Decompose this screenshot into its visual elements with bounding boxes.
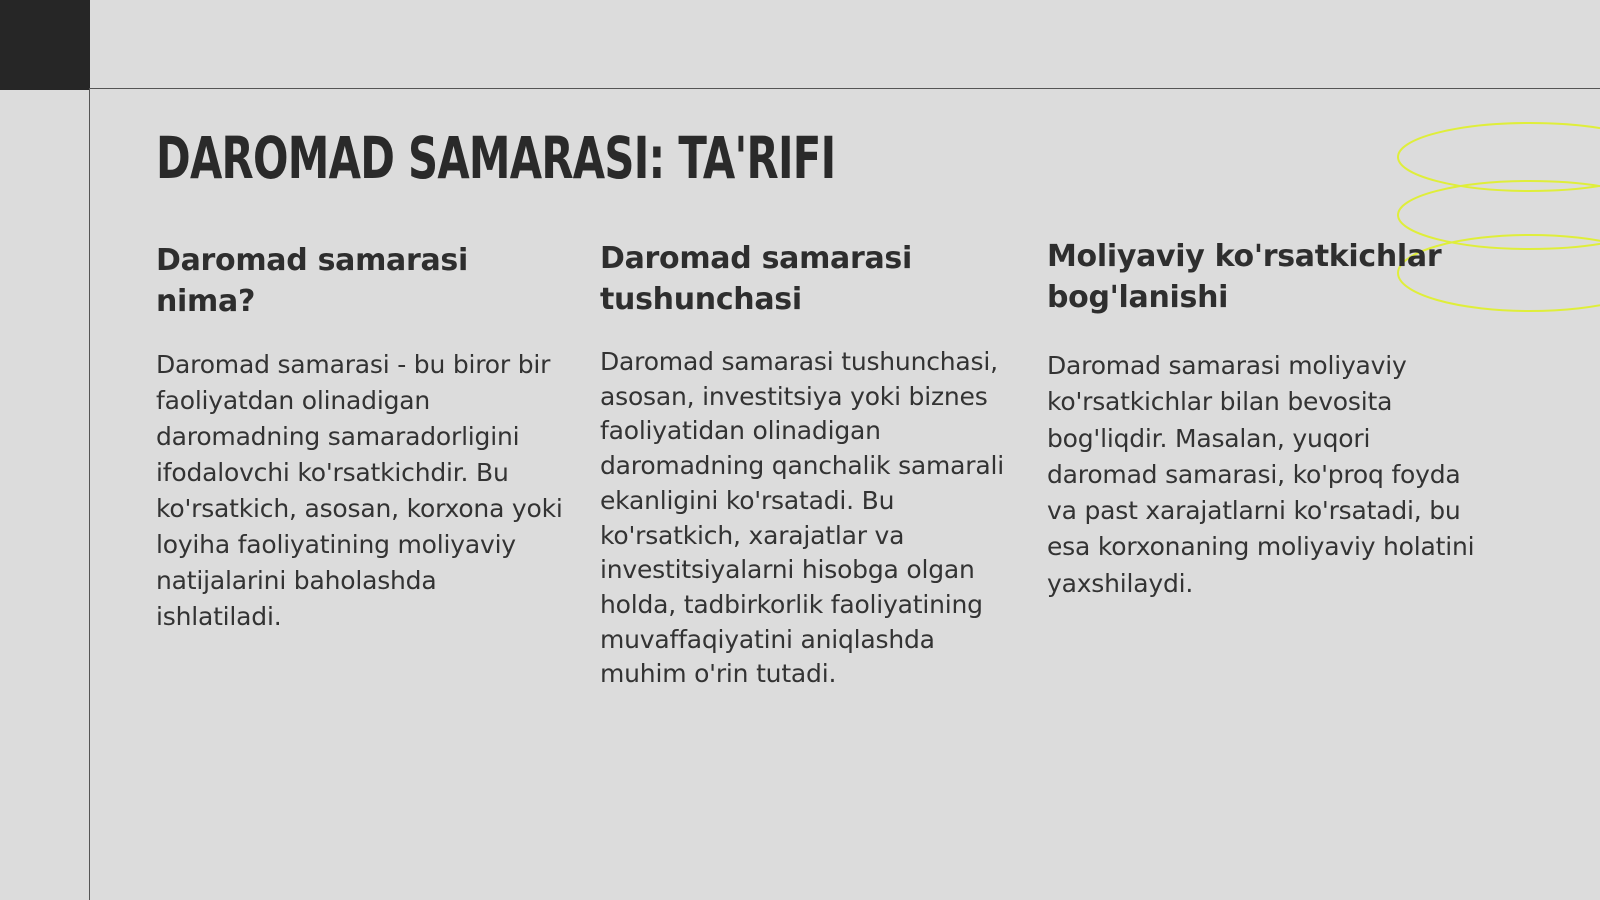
- column-heading: Moliyaviy ko'rsatkichlar bog'lanishi: [1047, 239, 1442, 315]
- column-what-is-income-effect: [156, 240, 566, 635]
- corner-block: [0, 0, 90, 90]
- left-divider: [89, 88, 90, 900]
- column-financial-indicators-link: [1047, 236, 1477, 602]
- slide-title: DAROMAD SAMARASI: TA'RIFI: [156, 124, 836, 192]
- top-divider: [90, 88, 1600, 89]
- ring-1: [1398, 123, 1600, 191]
- column-body: Daromad samarasi moliyaviy ko'rsatkichlar bilan bevosita bog'liqdir. Masalan, yuqori daromad samarasi, ko'proq foyda va past xarajatlarni ko'rsatadi, bu esa korxonaning moliyaviy holatini yaxshilaydi.: [1047, 351, 1475, 598]
- column-heading: Daromad samarasi tushunchasi: [600, 241, 912, 317]
- column-income-effect-concept: [600, 238, 1020, 692]
- column-body: Daromad samarasi tushunchasi, asosan, investitsiya yoki biznes faoliyatidan olinadigan daromadning qanchalik samarali ekanligini ko'rsatadi. Bu ko'rsatkich, xarajatlar va investitsiyalarni hisobga olgan holda, tadbirkorlik faoliyatining muvaffaqiyatini aniqlashda muhim o'rin tutadi.: [600, 347, 1004, 689]
- column-heading: Daromad samarasi nima?: [156, 243, 468, 319]
- column-body: Daromad samarasi - bu biror bir faoliyatdan olinadigan daromadning samaradorligini ifodalovchi ko'rsatkichdir. Bu ko'rsatkich, asosan, korxona yoki loyiha faoliyatining moliyaviy natijalarini baholashda ishlatiladi.: [156, 350, 563, 631]
